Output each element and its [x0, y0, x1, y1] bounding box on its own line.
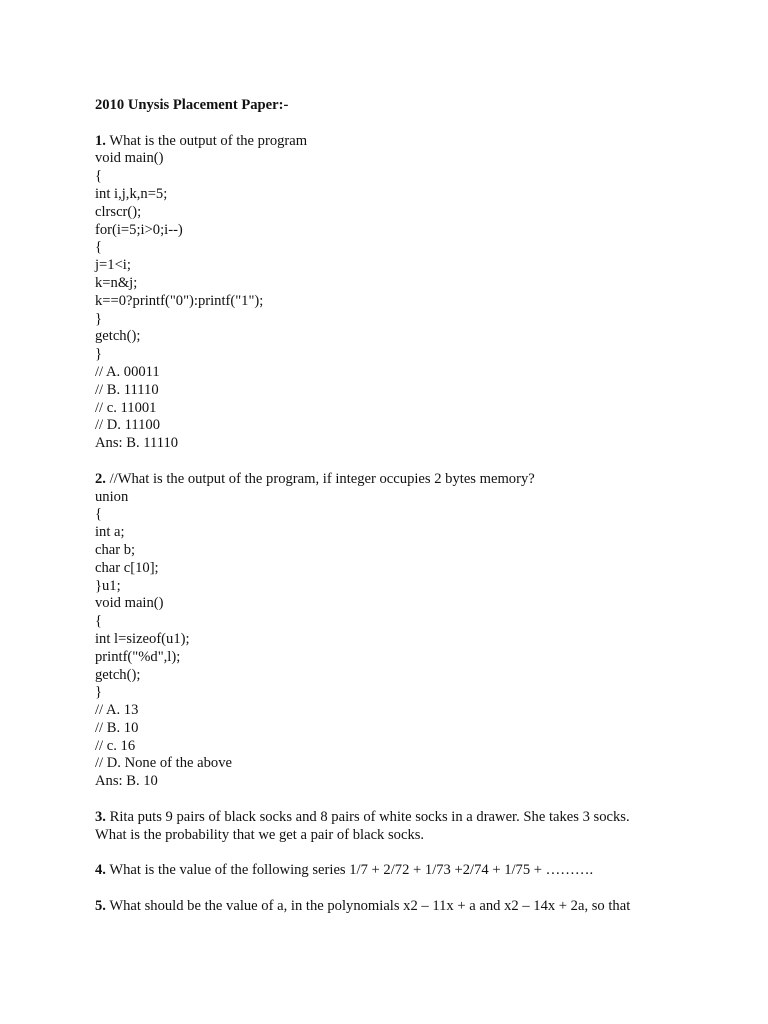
document-page — [95, 97, 695, 916]
question-line: printf("%d",l); — [95, 648, 181, 665]
question-line: // D. None of the above — [95, 755, 232, 772]
question-line: { — [95, 239, 103, 256]
question-text: //What is the output of the program, if integer occupies 2 bytes memory? — [105, 470, 535, 487]
question-block — [95, 133, 695, 453]
question-number: 5. — [95, 897, 106, 914]
question-line: } — [95, 346, 103, 363]
question-block — [95, 809, 695, 845]
question-line: } — [95, 310, 103, 327]
question-line: } — [95, 684, 103, 701]
question-heading — [95, 862, 695, 880]
question-number: 1. — [95, 132, 106, 149]
question-number: 4. — [95, 862, 106, 879]
question-block — [95, 862, 695, 880]
spacer — [95, 880, 695, 898]
question-line: j=1<i; — [95, 257, 131, 274]
question-block — [95, 898, 695, 916]
question-block — [95, 471, 695, 791]
question-text: What is the value of the following series 1/7 + 2/72 + 1/73 +2/74 + 1/75 + ………. — [105, 862, 594, 879]
question-text: What should be the value of a, in the polynomials x2 – 11x + a and x2 – 14x + 2a, so that — [105, 897, 631, 914]
question-line: clrscr(); — [95, 203, 142, 220]
question-heading — [95, 809, 695, 827]
question-line: int i,j,k,n=5; — [95, 185, 168, 202]
question-line: // A. 13 — [95, 702, 139, 719]
question-line: getch(); — [95, 666, 141, 683]
question-line: { — [95, 613, 103, 630]
question-line: }u1; — [95, 577, 121, 594]
question-heading — [95, 133, 695, 151]
question-heading — [95, 898, 695, 916]
question-line: void main() — [95, 595, 164, 612]
spacer — [95, 844, 695, 862]
question-heading — [95, 471, 695, 489]
question-list — [95, 133, 695, 916]
question-number: 3. — [95, 808, 106, 825]
question-line: void main() — [95, 150, 164, 167]
spacer — [95, 791, 695, 809]
document-title: 2010 Unysis Placement Paper:- — [95, 97, 289, 113]
question-line: char c[10]; — [95, 559, 159, 576]
question-line: { — [95, 506, 103, 523]
question-text: Rita puts 9 pairs of black socks and 8 pairs of white socks in a drawer. She takes 3 socks. — [105, 808, 630, 825]
question-line: // B. 11110 — [95, 381, 159, 398]
question-line: k==0?printf("0"):printf("1"); — [95, 292, 264, 309]
question-line: // c. 16 — [95, 737, 136, 754]
question-number: 2. — [95, 470, 106, 487]
question-line: What is the probability that we get a pair of black socks. — [95, 826, 425, 843]
question-line: // c. 11001 — [95, 399, 157, 416]
question-text: What is the output of the program — [105, 132, 308, 149]
question-line: // A. 00011 — [95, 363, 160, 380]
question-line: // D. 11100 — [95, 417, 160, 434]
question-line: { — [95, 168, 103, 185]
question-line: Ans: B. 11110 — [95, 435, 179, 452]
question-line: getch(); — [95, 328, 141, 345]
question-line: // B. 10 — [95, 719, 139, 736]
question-line: int l=sizeof(u1); — [95, 630, 190, 647]
spacer — [95, 453, 695, 471]
question-line: Ans: B. 10 — [95, 773, 158, 790]
question-line: char b; — [95, 541, 136, 558]
question-line: union — [95, 488, 129, 505]
question-line: for(i=5;i>0;i--) — [95, 221, 183, 238]
question-line: k=n&j; — [95, 274, 138, 291]
question-line: int a; — [95, 524, 125, 541]
